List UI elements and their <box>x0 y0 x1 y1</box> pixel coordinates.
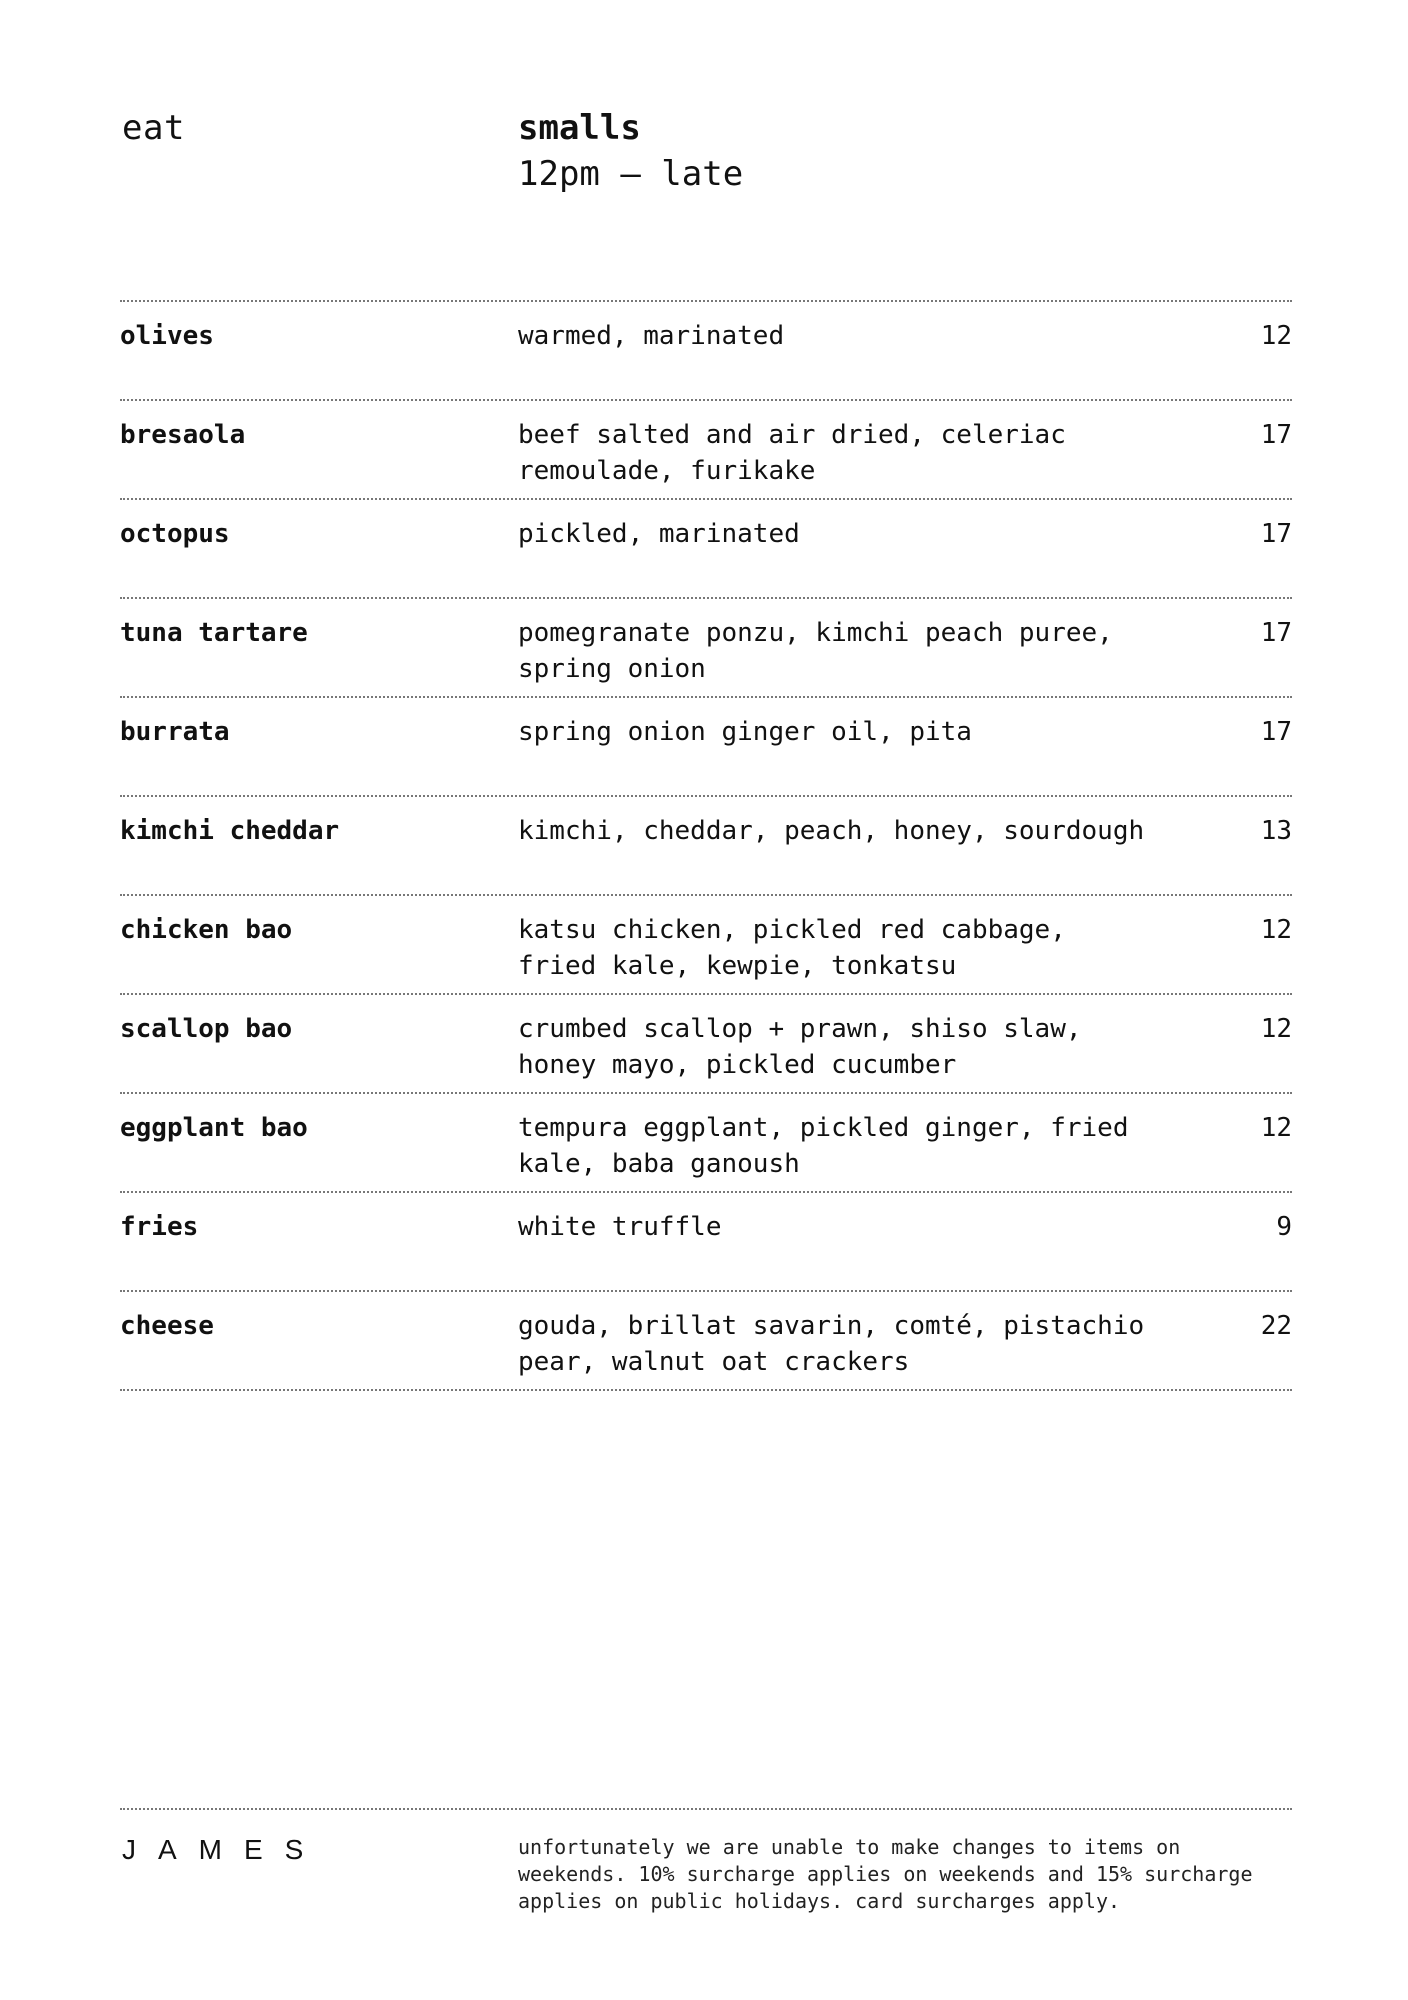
item-description: pomegranate ponzu, kimchi peach puree, spring onion <box>518 618 1113 684</box>
item-description: beef salted and air dried, celeriac remoulade, furikake <box>518 420 1066 486</box>
menu-row <box>120 1193 1292 1292</box>
item-price: 17 <box>1260 420 1292 450</box>
item-price: 17 <box>1260 618 1292 648</box>
item-description: white truffle <box>518 1212 722 1242</box>
item-description: crumbed scallop + prawn, shiso slaw, honey mayo, pickled cucumber <box>518 1014 1082 1080</box>
menu-row <box>120 1292 1292 1391</box>
item-price: 12 <box>1260 915 1292 945</box>
item-price: 12 <box>1260 1014 1292 1044</box>
item-price: 12 <box>1260 321 1292 351</box>
item-price: 12 <box>1260 1113 1292 1143</box>
item-description: katsu chicken, pickled red cabbage, fried kale, kewpie, tonkatsu <box>518 915 1066 981</box>
item-description: spring onion ginger oil, pita <box>518 717 972 747</box>
brand-logo: JAMES <box>122 1834 326 1865</box>
item-price: 9 <box>1276 1212 1292 1242</box>
item-price: 13 <box>1260 816 1292 846</box>
menu-row <box>120 896 1292 995</box>
item-name: scallop bao <box>120 1014 293 1044</box>
menu-row <box>120 302 1292 401</box>
surcharge-notice: unfortunately we are unable to make changes to items on weekends. 10% surcharge applies on weekends and 15% surcharge applies on public holidays. card surcharges apply. <box>518 1835 1253 1913</box>
item-name: cheese <box>120 1311 214 1341</box>
item-name: kimchi cheddar <box>120 816 340 846</box>
menu-row <box>120 401 1292 500</box>
item-name: chicken bao <box>120 915 293 945</box>
menu-row <box>120 599 1292 698</box>
menu-row <box>120 797 1292 896</box>
item-name: octopus <box>120 519 230 549</box>
item-description: gouda, brillat savarin, comté, pistachio pear, walnut oat crackers <box>518 1311 1145 1377</box>
item-price: 17 <box>1260 717 1292 747</box>
menu-row <box>120 500 1292 599</box>
footer-divider <box>120 1808 1292 1810</box>
item-name: tuna tartare <box>120 618 308 648</box>
menu-row <box>120 698 1292 797</box>
menu-list <box>120 300 1292 1391</box>
item-price: 17 <box>1260 519 1292 549</box>
item-description: pickled, marinated <box>518 519 800 549</box>
item-name: eggplant bao <box>120 1113 308 1143</box>
menu-row <box>120 1094 1292 1193</box>
menu-row <box>120 995 1292 1094</box>
item-description: tempura eggplant, pickled ginger, fried kale, baba ganoush <box>518 1113 1129 1179</box>
item-description: kimchi, cheddar, peach, honey, sourdough <box>518 816 1145 846</box>
item-name: fries <box>120 1212 199 1242</box>
item-name: bresaola <box>120 420 246 450</box>
item-price: 22 <box>1260 1311 1292 1341</box>
menu-hours: 12pm – late <box>518 154 744 194</box>
section-label: eat <box>122 108 185 148</box>
menu-title: smalls <box>518 108 641 148</box>
item-description: warmed, marinated <box>518 321 785 351</box>
item-name: burrata <box>120 717 230 747</box>
item-name: olives <box>120 321 214 351</box>
